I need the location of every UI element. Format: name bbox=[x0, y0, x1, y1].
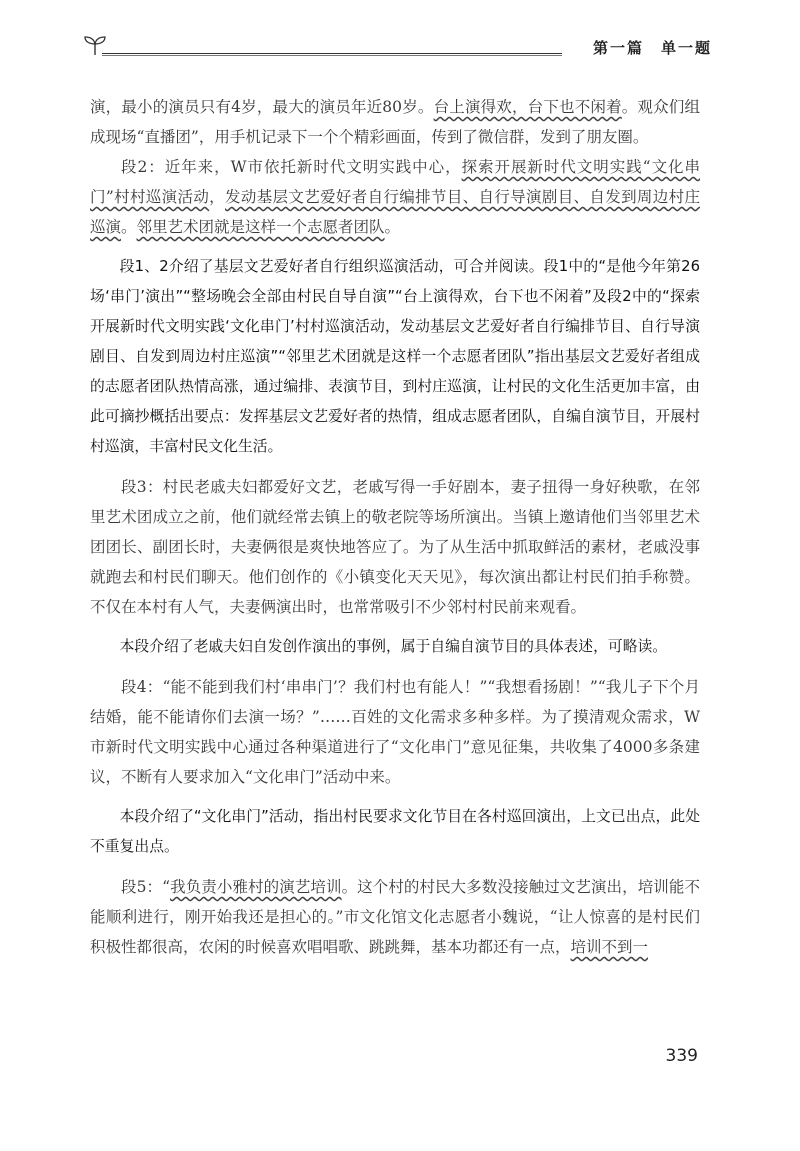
underlined-phrase: 培训不到一 bbox=[570, 938, 649, 956]
source-paragraph bbox=[90, 472, 700, 622]
paragraph-gap bbox=[90, 862, 700, 872]
analysis-paragraph bbox=[90, 802, 700, 862]
page-number: 339 bbox=[665, 1046, 698, 1066]
paragraph-gap bbox=[90, 662, 700, 672]
source-paragraph bbox=[90, 92, 700, 152]
text-segment: 段2：近年来，W市依托新时代文明实践中心， bbox=[121, 158, 462, 176]
text-segment: 。 bbox=[121, 218, 137, 236]
paragraph-gap bbox=[90, 242, 700, 252]
text-segment: 段1、2介绍了基层文艺爱好者自行组织巡演活动，可合并阅读。段1中的“是他今年第26场‘串门’演出”“整场晚会全部由村民自导自演”“台上演得欢，台下也不闲着”及段2中的“探索开展新时代文明实践‘文化串门’村村巡演活动，发动基层文艺爱好者自行编排节目、自行导演剧目、自发到周边村庄巡演”“邻里艺术团就是这样一个志愿者团队”指出基层文艺爱好者组成的志愿者团队热情高涨，通过编排、表演节目，到村庄巡演，让村民的文化生活更加丰富，由此可摘抄概括出要点：发挥基层文艺爱好者的热情，组成志愿者团队，自编自演节目，开展村村巡演，丰富村民文化生活。 bbox=[90, 258, 700, 455]
paragraph-gap bbox=[90, 792, 700, 802]
header-rule bbox=[102, 53, 562, 54]
text-segment: 本段介绍了老戚夫妇自发创作演出的事例，属于自编自演节目的具体表述，可略读。 bbox=[119, 638, 668, 655]
text-segment: 。这个村的村民大多数没接触过文艺演出，培训能不能顺利进行，刚开始我还是担心的。”市文化馆文化志愿者小魏说，“让人惊喜的是村民们积极性都很高，农闲的时候喜欢唱唱歌、跳跳舞，基本功都还有一点， bbox=[90, 878, 700, 956]
text-segment: 。观众们组成现场“直播团”，用手机记录下一个个精彩画面，传到了微信群，发到了朋友圈。 bbox=[90, 98, 700, 146]
text-segment: 段4：“能不能到我们村‘串串门’？我们村也有能人！”“我想看扬剧！”“我儿子下个月结婚，能不能请你们去演一场？”……百姓的文化需求多种多样。为了摸清观众需求，W市新时代文明实践中心通过各种渠道进行了“文化串门”意见征集，共收集了4000多条建议，不断有人要求加入“文化串门”活动中来。 bbox=[90, 678, 700, 786]
page-body bbox=[90, 92, 700, 962]
underlined-phrase: 台上演得欢，台下也不闲着 bbox=[433, 98, 622, 116]
page-header bbox=[72, 34, 712, 64]
source-paragraph bbox=[90, 152, 700, 242]
text-segment: 本段介绍了“文化串门”活动，指出村民要求文化节目在各村巡回演出，上文已出点，此处不重复出点。 bbox=[90, 808, 700, 855]
paragraph-gap bbox=[90, 622, 700, 632]
source-paragraph bbox=[90, 672, 700, 792]
source-paragraph bbox=[90, 872, 700, 962]
text-segment: ， bbox=[209, 188, 226, 206]
analysis-paragraph bbox=[90, 252, 700, 462]
analysis-paragraph bbox=[90, 632, 700, 662]
text-segment: 段3：村民老戚夫妇都爱好文艺，老戚写得一手好剧本，妻子扭得一身好秧歌，在邻里艺术团成立之前，他们就经常去镇上的敬老院等场所演出。当镇上邀请他们当邻里艺术团团长、副团长时，夫妻俩很是爽快地答应了。为了从生活中抓取鲜活的素材，老戚没事就跑去和村民们聊天。他们创作的《小镇变化天天见》，每次演出都让村民们拍手称赞。不仅在本村有人气，夫妻俩演出时，也常常吸引不少邻村村民前来观看。 bbox=[90, 478, 700, 616]
underlined-phrase: 邻里艺术团就是这样一个志愿者团队 bbox=[136, 218, 385, 236]
underlined-phrase: 发动基层文艺爱好者自行编排节目、自行导演剧目、自发到周边村庄巡演 bbox=[90, 188, 700, 236]
underlined-phrase: 探索开展新时代文明实践“文化串门”村村巡演活动 bbox=[90, 158, 700, 206]
text-segment: 演，最小的演员只有4岁，最大的演员年近80岁。 bbox=[90, 98, 434, 116]
underlined-phrase: 我负责小雅村的演艺培训 bbox=[170, 878, 342, 896]
header-rule-thin bbox=[102, 55, 562, 56]
paragraph-gap bbox=[90, 462, 700, 472]
header-title: 第一篇 单一题 bbox=[592, 39, 712, 57]
text-segment: 。 bbox=[384, 218, 401, 236]
text-segment: 段5：“ bbox=[121, 878, 171, 896]
